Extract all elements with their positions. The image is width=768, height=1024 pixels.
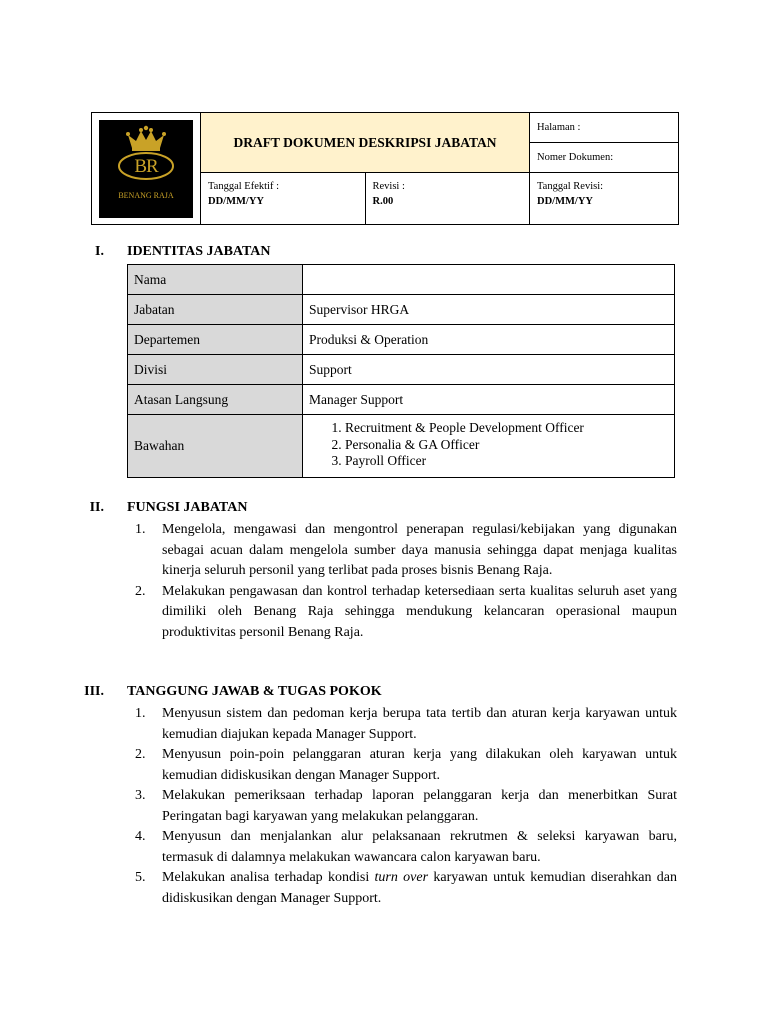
revisi-field (365, 173, 530, 225)
section-title: IDENTITAS JABATAN (127, 244, 271, 259)
list-item-text: Mengelola, mengawasi dan mengontrol penerapan regulasi/kebijakan yang digunakan sebagai acuan dalam mengelola sumber daya manusia sehingga dapat menjaga kualitas kinerja seluruh personil yang terlibat pada proses bisnis Benang Raja. (162, 522, 677, 578)
fungsi-list (135, 520, 677, 643)
logo-initials: BR (134, 155, 158, 177)
benang-raja-logo (99, 120, 193, 218)
list-item-text: Melakukan pemeriksaan terhadap laporan pelanggaran kerja dan menerbitkan Surat Peringatan bagi karyawan yang melakukan pelanggaran. (162, 788, 677, 824)
list-item: 1. Mengelola, mengawasi dan mengontrol penerapan regulasi/kebijakan yang digunakan sebagai acuan dalam mengelola sumber daya manusia sehingga dapat menjaga kualitas kinerja seluruh personil yang terlibat pada proses bisnis Benang Raja. (135, 522, 677, 578)
table-row (128, 295, 675, 325)
list-item: 5. Melakukan analisa terhadap kondisi turn over karyawan untuk kemudian diserahkan dan didiskusikan dengan Manager Support. (135, 870, 677, 906)
row-label: Nama (128, 265, 303, 295)
table-row (128, 385, 675, 415)
list-item: 2. Menyusun poin-poin pelanggaran aturan kerja yang dilakukan oleh karyawan untuk kemudian didiskusikan dengan Manager Support. (135, 747, 677, 783)
list-item-text: Menyusun poin-poin pelanggaran aturan kerja yang dilakukan oleh karyawan untuk kemudian didiskusikan dengan Manager Support. (162, 747, 677, 783)
row-value: Supervisor HRGA (303, 295, 675, 325)
list-item: 3. Payroll Officer (345, 453, 668, 470)
nomer-dokumen-field: Nomer Dokumen: (530, 143, 679, 173)
table-row (128, 325, 675, 355)
list-item: 2. Personalia & GA Officer (345, 437, 668, 454)
list-item: 2. Melakukan pengawasan dan kontrol terhadap ketersediaan serta kualitas seluruh aset yang dimiliki oleh Benang Raja sehingga mendukung kelancaran operasional maupun produktivitas personil Benang Raja. (135, 583, 677, 640)
table-row (128, 265, 675, 295)
logo-brand: BENANG RAJA (118, 190, 174, 200)
section-title: FUNGSI JABATAN (127, 500, 248, 515)
tanggal-efektif-value: DD/MM/YY (208, 196, 264, 207)
halaman-field: Halaman : (530, 113, 679, 143)
list-item-text: Melakukan pengawasan dan kontrol terhadap ketersediaan serta kualitas seluruh aset yang dimiliki oleh Benang Raja sehingga mendukung kelancaran operasional maupun produktivitas personil Benang Raja. (162, 583, 677, 640)
logo-cell (92, 113, 201, 225)
row-label: Jabatan (128, 295, 303, 325)
document-header (91, 112, 679, 225)
table-row (128, 355, 675, 385)
italic-term: turn over (374, 870, 429, 885)
list-item: 4. Menyusun dan menjalankan alur pelaksanaan rekrutmen & seleksi karyawan baru, termasuk di dalamnya melakukan wawancara calon karyawan baru. (135, 829, 677, 865)
row-value (303, 265, 675, 295)
tanggal-revisi-field (530, 173, 679, 225)
section-number: II. (89, 500, 104, 515)
tanggal-revisi-value: DD/MM/YY (537, 196, 593, 207)
revisi-label: Revisi : (372, 181, 405, 192)
tanggal-revisi-label: Tanggal Revisi: (537, 181, 604, 192)
section-number: I. (95, 244, 104, 259)
identitas-table (127, 264, 675, 478)
row-label: Bawahan (128, 415, 303, 478)
row-label: Divisi (128, 355, 303, 385)
table-row (128, 415, 675, 478)
tugas-list (135, 704, 677, 909)
list-item-text: Menyusun dan menjalankan alur pelaksanaan rekrutmen & seleksi karyawan baru, termasuk di dalamnya melakukan wawancara calon karyawan baru. (162, 829, 677, 865)
list-item: 3. Melakukan pemeriksaan terhadap laporan pelanggaran kerja dan menerbitkan Surat Peringatan bagi karyawan yang melakukan pelanggaran. (135, 788, 677, 824)
section-title: TANGGUNG JAWAB & TUGAS POKOK (127, 684, 382, 699)
list-item-text: Menyusun sistem dan pedoman kerja berupa tata tertib dan aturan kerja karyawan untuk kemudian diajukan kepada Manager Support. (162, 706, 677, 742)
row-label: Atasan Langsung (128, 385, 303, 415)
section-number: III. (84, 684, 104, 699)
row-value: Manager Support (303, 385, 675, 415)
row-label: Departemen (128, 325, 303, 355)
row-value: Support (303, 355, 675, 385)
tanggal-efektif-field (201, 173, 366, 225)
row-value: Produksi & Operation (303, 325, 675, 355)
list-item: 1. Recruitment & People Development Officer (345, 420, 668, 437)
bawahan-list (309, 420, 668, 470)
document-title: DRAFT DOKUMEN DESKRIPSI JABATAN (201, 113, 530, 173)
bawahan-list-cell (303, 415, 675, 478)
revisi-value: R.00 (372, 196, 394, 207)
tanggal-efektif-label: Tanggal Efektif : (208, 181, 279, 192)
list-item-text: karyawan untuk kemudian diserahkan dan didiskusikan dengan Manager Support. (162, 870, 677, 906)
list-item-text: Melakukan analisa terhadap kondisi (162, 870, 375, 885)
list-item: 1. Menyusun sistem dan pedoman kerja berupa tata tertib dan aturan kerja karyawan untuk kemudian diajukan kepada Manager Support. (135, 706, 677, 742)
